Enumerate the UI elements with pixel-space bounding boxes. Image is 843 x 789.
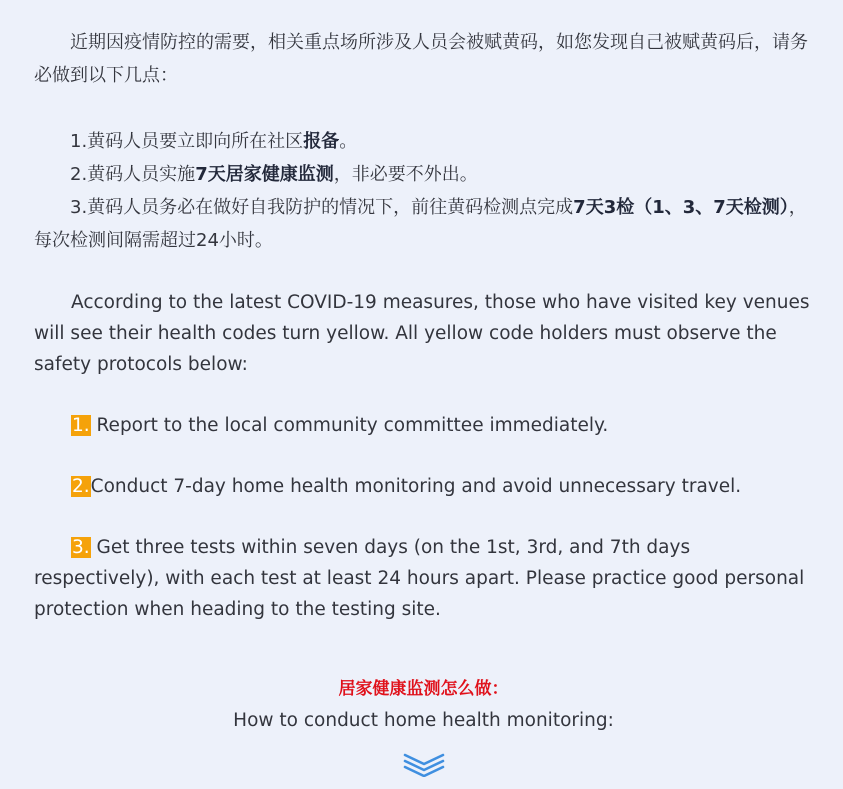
en-item-2	[34, 471, 813, 502]
zh-intro-text: 近期因疫情防控的需要，相关重点场所涉及人员会被赋黄码，如您发现自己被赋黄码后，请务必做到以下几点：	[34, 32, 808, 86]
section-heading-zh: 居家健康监测怎么做：	[338, 679, 509, 699]
spacer	[34, 441, 813, 471]
en-item-3-number-badge: 3.	[72, 537, 90, 558]
en-intro-paragraph	[34, 287, 813, 380]
zh-item-1-end: 。	[339, 131, 358, 152]
en-item-2-text: Conduct 7-day home health monitoring and avoid unnecessary travel.	[90, 476, 742, 497]
section-heading-en: How to conduct home health monitoring:	[233, 710, 614, 731]
zh-item-3-text: 3.黄码人员务必在做好自我防护的情况下，前往黄码检测点完成	[70, 197, 574, 218]
en-item-1-text: Report to the local community committee immediately.	[90, 415, 609, 436]
zh-item-2-text: 2.黄码人员实施	[70, 164, 196, 185]
zh-item-2-bold: 7天居家健康监测	[195, 164, 334, 185]
zh-item-1-text: 1.黄码人员要立即向所在社区	[70, 131, 304, 152]
spacer	[34, 625, 813, 673]
en-intro-text: According to the latest COVID-19 measures, those who have visited key venues will see their health codes turn yellow. All yellow code holders must observe the safety protocols below:	[34, 292, 810, 375]
zh-item-1	[34, 125, 813, 158]
zh-intro-paragraph	[34, 26, 813, 92]
zh-item-1-bold: 报备	[303, 131, 340, 152]
zh-item-2-end: ，非必要不外出。	[333, 164, 478, 185]
en-item-3-text: Get three tests within seven days (on the 1st, 3rd, and 7th days respectively), with each test at least 24 hours apart. Please practice good personal protection when heading to the testing site.	[34, 537, 805, 620]
spacer	[34, 502, 813, 532]
en-item-3	[34, 532, 813, 625]
zh-item-3-bold: 7天3检（1、3、7天检测）	[573, 197, 789, 218]
spacer	[34, 257, 813, 287]
chevron-down-icon	[401, 751, 447, 777]
scroll-down-indicator	[34, 737, 813, 781]
zh-item-3-end: ，每次检测间隔需超过24小时。	[34, 197, 807, 251]
spacer	[34, 380, 813, 410]
en-item-1-number-badge: 1.	[72, 415, 90, 436]
en-item-1	[34, 410, 813, 441]
zh-item-2	[34, 158, 813, 191]
zh-item-3	[34, 191, 813, 257]
en-item-2-number-badge: 2.	[72, 476, 90, 497]
spacer	[34, 92, 813, 125]
